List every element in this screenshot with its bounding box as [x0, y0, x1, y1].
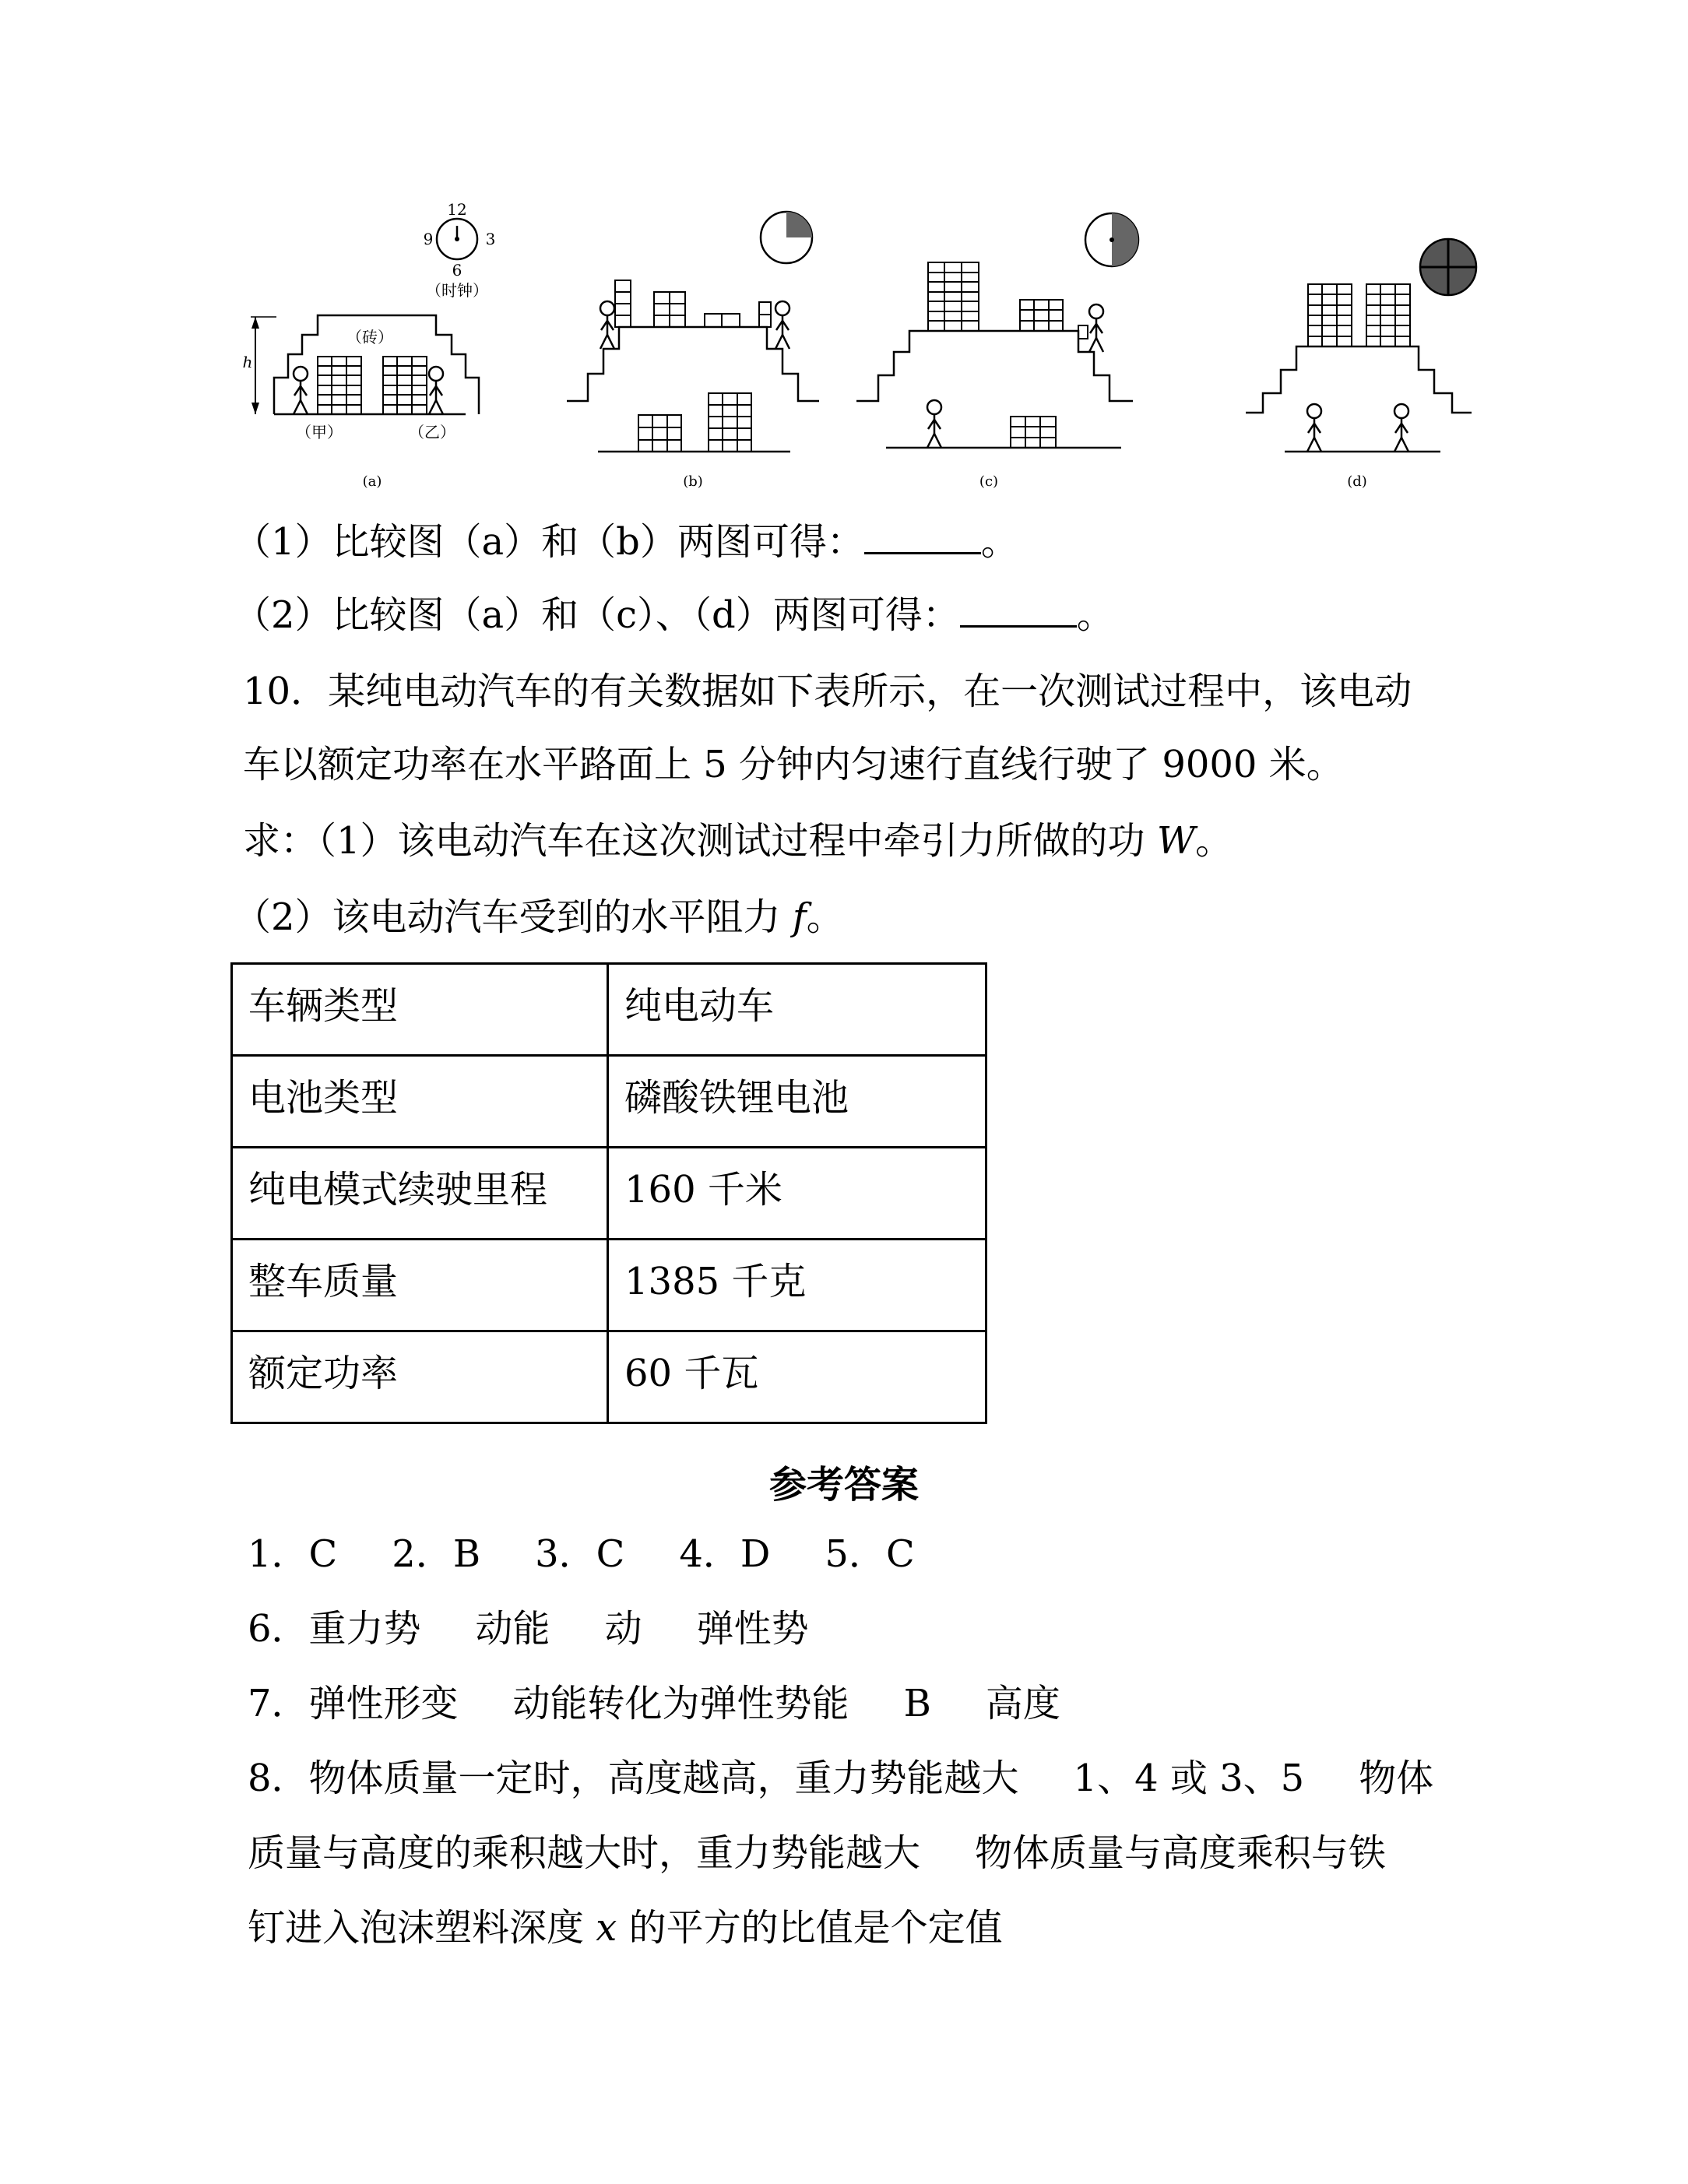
energy-figure: [0, 0, 1688, 498]
panel-label-b: (b): [683, 473, 703, 490]
table-row: [232, 1331, 986, 1423]
answer-blank-1[interactable]: [864, 521, 981, 554]
panel-a: [243, 200, 496, 490]
vehicle-spec-table: [230, 962, 987, 1424]
answer-mc: 1．C 2．B 3．C 4．D 5．C: [248, 1532, 915, 1576]
clock-full-icon: [1420, 239, 1476, 295]
table-cell: 车辆类型: [232, 964, 608, 1056]
answer-8-line1: 8．物体质量一定时，高度越高，重力势能越大 1、4 或 3、5 物体: [248, 1757, 1434, 1800]
answer-blank-2[interactable]: [960, 594, 1077, 628]
table-cell: 纯电模式续驶里程: [232, 1148, 608, 1240]
answer-6: 6．重力势 动能 动 弹性势: [248, 1607, 809, 1651]
height-label: h: [242, 353, 253, 371]
q10-line2: 车以额定功率在水平路面上 5 分钟内匀速行直线行驶了 9000 米。: [243, 743, 1344, 786]
table-row: [232, 1240, 986, 1331]
table-cell: 电池类型: [232, 1056, 608, 1148]
answers-title: 参考答案: [768, 1463, 919, 1507]
person-a-label: （甲）: [296, 423, 343, 441]
clock-icon: [437, 219, 477, 259]
q10-line1: 10．某纯电动汽车的有关数据如下表所示，在一次测试过程中，该电动: [243, 670, 1412, 713]
answer-8-line2: 质量与高度的乘积越大时，重力势能越大 物体质量与高度乘积与铁: [248, 1831, 1387, 1875]
table-row: [232, 1056, 986, 1148]
clock-half-icon: [1085, 213, 1138, 266]
answer-7: 7．弹性形变 动能转化为弹性势能 B 高度: [248, 1682, 1060, 1725]
table-cell: 磷酸铁锂电池: [608, 1056, 986, 1148]
clock-number-3: 3: [485, 230, 496, 248]
table-cell: 60 千瓦: [608, 1331, 986, 1423]
person-b-label: （乙）: [409, 423, 455, 441]
q10-line4: （2）该电动汽车受到的水平阻力 f。: [234, 895, 844, 939]
table-cell: 1385 千克: [608, 1240, 986, 1331]
clock-number-9: 9: [423, 230, 434, 248]
clock-number-6: 6: [452, 261, 462, 280]
clock-number-12: 12: [447, 200, 467, 219]
brick-label: （砖）: [346, 328, 393, 346]
q9-sub2: （2）比较图（a）和（c）、（d）两图可得： 。: [234, 593, 1114, 637]
panel-d: [1246, 239, 1476, 490]
panel-label-a: (a): [362, 473, 382, 490]
panel-c: [856, 213, 1138, 490]
clock-label: （时钟）: [426, 281, 488, 300]
answer-8-line3: 钉进入泡沫塑料深度 x 的平方的比值是个定值: [248, 1906, 1003, 1950]
q10-line3: 求：（1）该电动汽车在这次测试过程中牵引力所做的功 W。: [243, 819, 1233, 863]
panel-label-d: (d): [1347, 473, 1367, 490]
table-cell: 整车质量: [232, 1240, 608, 1331]
table-row: [232, 964, 986, 1056]
q9-sub1: （1）比较图（a）和（b）两图可得： 。: [234, 520, 1018, 564]
table-cell: 额定功率: [232, 1331, 608, 1423]
table-cell: 纯电动车: [608, 964, 986, 1056]
panel-b: [567, 212, 819, 490]
clock-quarter-icon: [761, 212, 812, 263]
panel-label-c: (c): [979, 473, 999, 490]
table-cell: 160 千米: [608, 1148, 986, 1240]
table-row: [232, 1148, 986, 1240]
